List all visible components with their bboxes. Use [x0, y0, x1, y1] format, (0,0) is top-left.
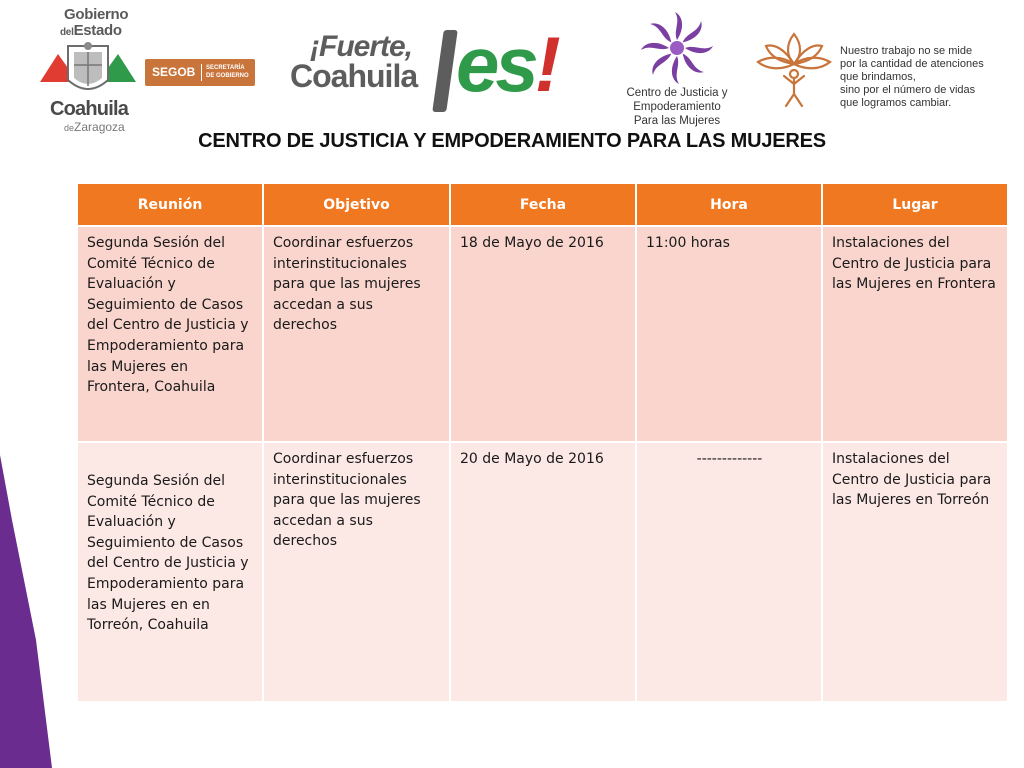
segob-name: SEGOB — [152, 65, 196, 79]
cell-objetivo: Coordinar esfuerzos interinstitucionales para que las mujeres accedan a sus derechos — [263, 226, 450, 442]
campaign-coahuila-text: Coahuila — [290, 58, 418, 94]
gobierno-estado-logo — [38, 4, 260, 136]
de-zaragoza-text: deZaragoza — [64, 120, 125, 134]
cell-reunion: Segunda Sesión del Comité Técnico de Evaluación y Seguimiento de Casos del Centro de Justicia y Empoderamiento para las Mujeres en Frontera, Coahuila — [77, 226, 263, 442]
state-coat-of-arms-icon — [38, 40, 138, 100]
cell-lugar: Instalaciones del Centro de Justicia para las Mujeres en Torreón — [822, 442, 1008, 702]
cell-objetivo: Coordinar esfuerzos interinstitucionales para que las mujeres accedan a sus derechos — [263, 442, 450, 702]
cell-hora: ------------- — [636, 442, 822, 702]
column-header-fecha: Fecha — [450, 183, 636, 226]
column-header-reunion: Reunión — [77, 183, 263, 226]
campaign-logo — [288, 14, 578, 114]
purple-flower-icon — [639, 10, 715, 86]
page-title: CENTRO DE JUSTICIA Y EMPODERAMIENTO PARA LAS MUJERES — [198, 130, 826, 152]
cell-reunion: Segunda Sesión del Comité Técnico de Evaluación y Seguimiento de Casos del Centro de Justicia y Empoderamiento para las Mujeres en en Torreón, Coahuila — [77, 442, 263, 702]
motto-text: Nuestro trabajo no se mide por la cantidad de atenciones que brindamos, sino por el número de vidas que logramos cambiar. — [840, 45, 984, 109]
column-header-hora: Hora — [636, 183, 822, 226]
cell-fecha: 18 de Mayo de 2016 — [450, 226, 636, 442]
del-estado-text: delEstado — [60, 22, 122, 39]
segob-divider — [201, 64, 202, 81]
gobierno-text: Gobierno — [64, 6, 129, 23]
campaign-fuerte-text: ¡Fuerte, — [310, 30, 413, 63]
cjem-logo — [614, 8, 740, 132]
segob-badge — [145, 59, 255, 86]
cell-fecha: 20 de Mayo de 2016 — [450, 442, 636, 702]
lotus-figure-icon — [752, 26, 836, 110]
column-header-objetivo: Objetivo — [263, 183, 450, 226]
table-row — [77, 442, 1008, 702]
coahuila-text: Coahuila — [50, 98, 129, 120]
column-header-lugar: Lugar — [822, 183, 1008, 226]
cjem-name: Centro de Justicia y Empoderamiento Para las Mujeres — [626, 87, 728, 127]
table-header-row — [77, 183, 1008, 226]
segob-secretaria: SECRETARÍA DE GOBIERNO — [206, 65, 249, 79]
campaign-bracket-icon — [432, 30, 458, 112]
cell-lugar: Instalaciones del Centro de Justicia para las Mujeres en Frontera — [822, 226, 1008, 442]
table-row — [77, 226, 1008, 442]
cell-hora: 11:00 horas — [636, 226, 822, 442]
meetings-table — [76, 182, 1009, 703]
campaign-es-text: es! — [456, 20, 557, 108]
